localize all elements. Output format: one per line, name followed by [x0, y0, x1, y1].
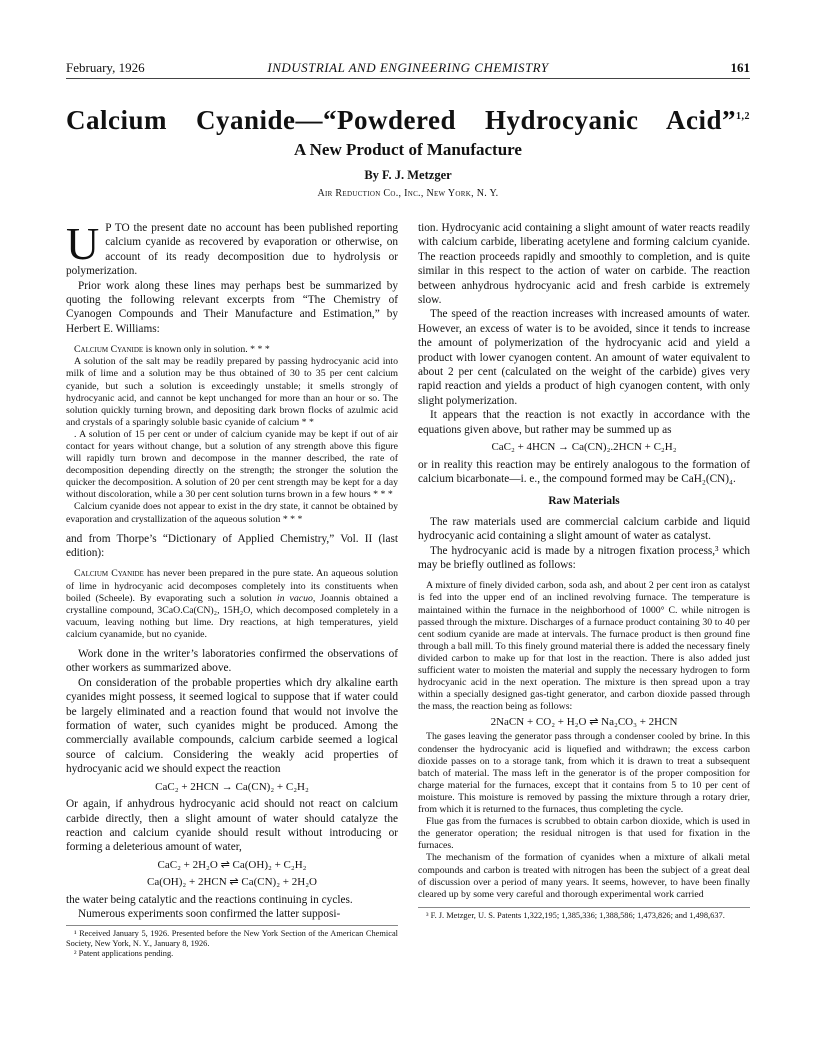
footnotes [418, 907, 750, 921]
quote-paragraph: . A solution of 15 per cent or under of calcium cyanide may be kept if out of air contact for years without change, but a solution of any strength above this figure will rapidly turn brown and decompose in the manner described, the rate of decomposition depending directly on the strength; the stronger the solution the quicker the decomposition. A solution of 20 per cent strength may be kept for a day without discoloration, while a 30 per cent solution turns brown in a few hours * * * [66, 428, 398, 501]
paragraph: tion. Hydrocyanic acid containing a slight amount of water reacts readily with calcium carbide, liberating acetylene and forming calcium cyanide. The reaction proceeds rapidly and smoothly to completion, and is quite similar in this respect to the action of water on carbide. The reaction between anhydrous hydrocyanic acid and fresh carbide is extremely slow. [418, 222, 750, 307]
quote-text: , Joannis obtained a crystalline compound, 3CaO.Ca(CN)₂, 15H₂O, which decomposed completely in a vacuum, leaving nothing but lime. Dry reactions, at high temperatures, yield calcium cyanamide, but no cyanide. [66, 592, 398, 640]
article-title [66, 105, 750, 136]
quote-paragraph: A mixture of finely divided carbon, soda ash, and about 2 per cent iron as catalyst is fed into the upper end of an inclined revolving furnace. The temperature is maintained within the furnace in the neighborhood of 1000° C. while nitrogen is passed through the mixture. Discharges of a furnace product containing 30 to 40 per cent sodium cyanide are made at intervals. The furnace product is then ground fine through a ball mill. To this finely ground material there is added the necessary finely divided carbon to make up for that lost in the reaction. There is also added just sufficient water to moisten the material and supply the necessary hydrogen to form hydrocyanic acid in the next operation. The mixture is then spread upon a tray within a specially designed gas-tight generator, and carbon dioxide passed through the mass, the reaction being as follows: [418, 580, 750, 713]
section-heading: Raw Materials [548, 495, 620, 508]
title-text: Calcium Cyanide—“Powdered Hydrocyanic Acid” [66, 105, 736, 135]
header-page-number: 161 [730, 60, 750, 75]
paragraph: The speed of the reaction increases with increased amounts of water. However, an excess of water is to be avoided, since it tends to increase the amount of polymerization of the hydrocyanic acid and yield a product with lower cyanogen content. An amount of water equivalent to about 2 per cent (calculated on the weight of the carbide) gives very rapid reaction and yields a product of high cyanogen content, with only slight polymerization. [418, 308, 750, 407]
left-column [66, 218, 398, 959]
paragraph: or in reality this reaction may be entirely analogous to the formation of calcium bicarbonate—i. e., the compound formed may be CaH₂(CN)₄. [418, 458, 750, 485]
paragraph: Numerous experiments soon confirmed the latter supposi- [78, 907, 341, 920]
quote-paragraph [66, 344, 398, 356]
quote-paragraph: The mechanism of the formation of cyanides when a mixture of alkali metal compounds and carbon is treated with nitrogen has been the subject of a great deal of discussion over a period of many years. It seems, however, to have been finally cleared up by some very careful and thorough experimental work carried [418, 852, 750, 900]
intro-text: P TO the present date no account has been published reporting calcium cyanide as recovered by evaporation or otherwise, on account of its ready decomposition due to hydrolysis or polymerization. [66, 222, 398, 278]
paragraph: The raw materials used are commercial calcium carbide and liquid hydrocyanic acid containing a slight amount of water as catalyst. [418, 515, 750, 543]
quote-paragraph: The gases leaving the generator pass through a condenser cooled by brine. In this condenser the hydrocyanic acid is liquefied and withdrawn; the excess carbon dioxide passes on to a storage tank, from which it is drawn to treat a subsequent batch of material. The mass left in the generator is of the proper composition for charge material for the furnaces, except that it contains from 5 to 10 per cent of moisture. This moisture is removed by passing the mixture through a rotary drier, from which it is returned to the furnaces, thus completing the cycle. [418, 731, 750, 816]
title-footnote-marks: 1,2 [736, 111, 750, 122]
block-quote-process [418, 580, 750, 900]
quote-paragraph: Flue gas from the furnaces is scrubbed to obtain carbon dioxide, which is used in the generator operation; the residual nitrogen is that used for fixation in the furnaces. [418, 816, 750, 852]
drop-cap: U [66, 218, 100, 269]
paragraph: Work done in the writer’s laboratories confirmed the observations of other workers as summarized above. [66, 648, 398, 675]
author-byline: By F. J. Metzger [364, 168, 452, 182]
footnote: ¹ Received January 5, 1926. Presented before the New York Section of the American Chemical Society, New York, N. Y., January 8, 1926. [66, 929, 398, 949]
right-column [418, 221, 750, 959]
equation: CaC₂ + 2HCN → Ca(CN)₂ + C₂H₂ [155, 780, 309, 793]
paragraph: the water being catalytic and the reactions continuing in cycles. [66, 893, 353, 906]
quote-paragraph: A solution of the salt may be readily prepared by passing hydrocyanic acid into milk of lime and a solution may be thus obtained of 30 to 35 per cent calcium cyanide, but such a solution is exceedingly unstable; it smells strongly of hydrocyanic acid, and cannot be kept unchanged for more than an hour or so. The solution quickly turning brown, and depositing dark brown flocks of azulmic acid and crystals of a sparingly soluble basic cyanide of calcium * * [66, 356, 398, 428]
body-columns [66, 218, 750, 959]
small-caps-term: Calcium Cyanide [74, 344, 144, 356]
block-quote-williams [66, 344, 398, 525]
footnote: ² Patent applications pending. [74, 949, 174, 959]
italic-term: in vacuo [276, 592, 313, 604]
header-journal: INDUSTRIAL AND ENGINEERING CHEMISTRY [267, 60, 549, 75]
paragraph: The hydrocyanic acid is made by a nitrogen fixation process,³ which may be briefly outlined as follows: [418, 544, 750, 571]
page [66, 60, 750, 959]
paragraph: Prior work along these lines may perhaps best be summarized by quoting the following relevant excerpts from “The Chemistry of Cyanogen Compounds and Their Manufacture and Estimation,” by Herbert E. Williams: [66, 279, 398, 335]
paragraph: and from Thorpe’s “Dictionary of Applied Chemistry,” Vol. II (last edition): [66, 532, 398, 560]
footnotes [66, 925, 398, 959]
quote-paragraph: Calcium cyanide does not appear to exist in the dry state, it cannot be obtained by evaporation and crystallization of the aqueous solution * * * [66, 501, 398, 525]
equation: 2NaCN + CO₂ + H₂O ⇌ Na₂CO₃ + 2HCN [490, 716, 678, 729]
equation: CaC₂ + 4HCN → Ca(CN)₂.2HCN + C₂H₂ [491, 441, 677, 454]
author-affiliation: Air Reduction Co., Inc., New York, N. Y. [317, 188, 499, 199]
paragraph: It appears that the reaction is not exactly in accordance with the equations given above, but rather may be summed up as [418, 409, 750, 436]
paragraph: Or again, if anhydrous hydrocyanic acid should not react on calcium carbide directly, then a slight amount of water should catalyze the reaction and calcium cyanide should result without introducing or forming a deleterious amount of water, [66, 798, 398, 854]
intro-paragraph [66, 218, 398, 279]
equation: Ca(OH)₂ + 2HCN ⇌ Ca(CN)₂ + 2H₂O [146, 876, 317, 889]
footnote: ³ F. J. Metzger, U. S. Patents 1,322,195; 1,385,336; 1,388,586; 1,473,826; and 1,498,637. [426, 910, 725, 920]
quote-text: has never been prepared in the pure state. An aqueous solution of lime in hydrocyanic acid decomposes completely into its constituents when boiled (Scheele). By evaporating such a solution [66, 568, 398, 604]
small-caps-term: Calcium Cyanide [74, 568, 144, 580]
equation: CaC₂ + 2H₂O ⇌ Ca(OH)₂ + C₂H₂ [157, 858, 307, 871]
paragraph: On consideration of the probable properties which dry alkaline earth cyanides might possess, it seemed logical to suppose that if water could be largely eliminated and a reaction found that would not involve the formation of water, such cyanides might be produced. Among the commercially available compounds, calcium carbide seemed a logical source of calcium. Considering the weakly acid properties of hydrocyanic acid we should expect the reaction [66, 676, 398, 776]
header-date: February, 1926 [66, 60, 145, 75]
article-subtitle: A New Product of Manufacture [294, 140, 522, 159]
running-header [66, 60, 750, 79]
quote-paragraph [66, 568, 398, 641]
quote-text: is known only in solution. * * * [143, 344, 270, 356]
block-quote-thorpe [66, 568, 398, 641]
